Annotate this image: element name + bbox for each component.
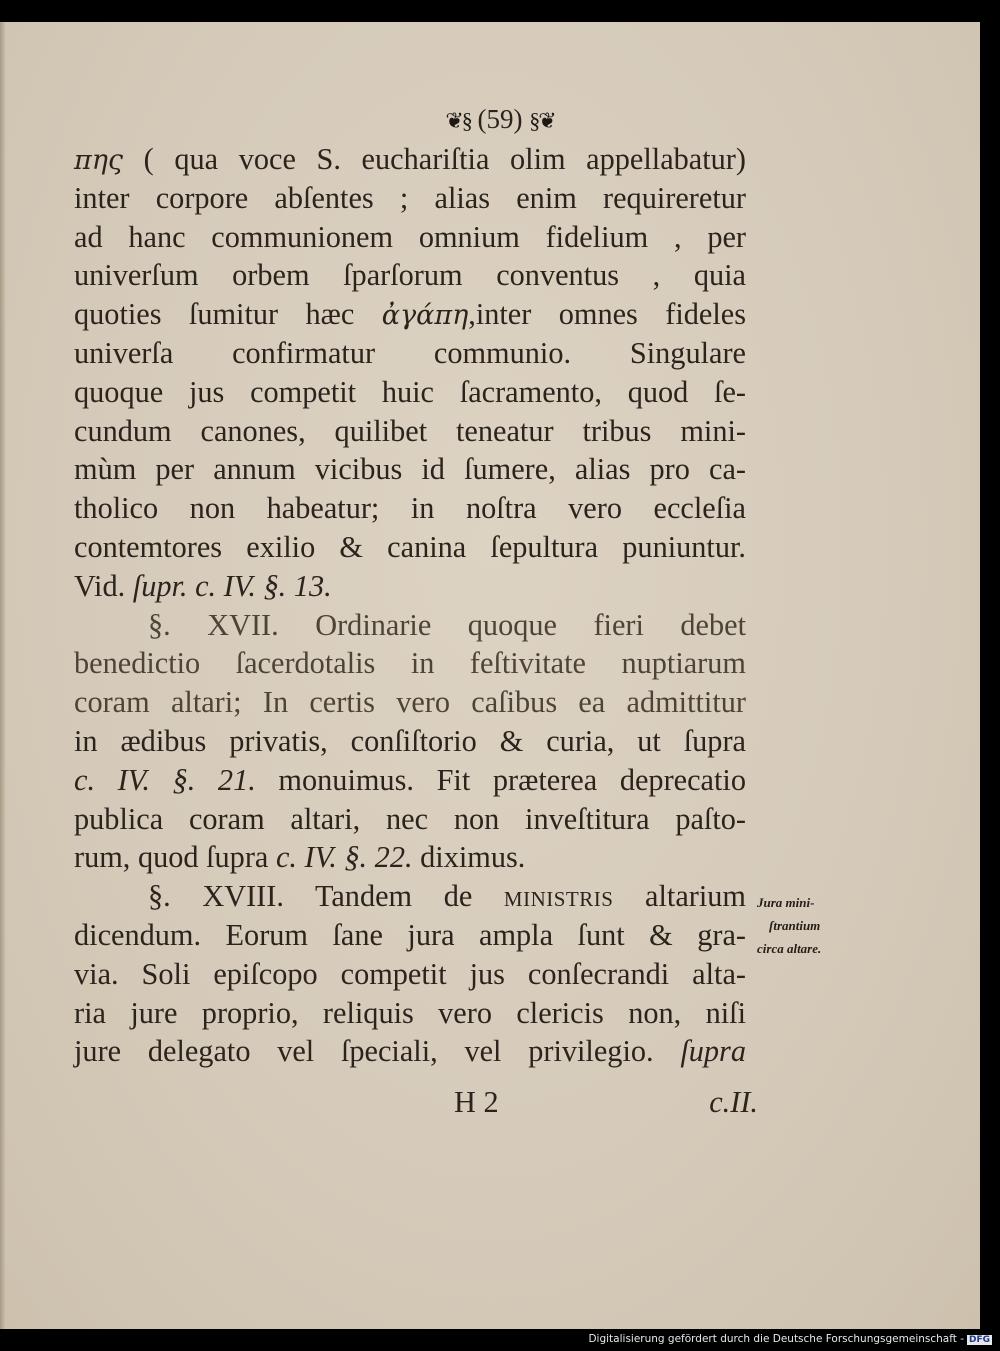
text-line-13: §. XVII. Ordinarie quoque fieri debet — [148, 607, 746, 642]
page-number: (59) — [477, 104, 523, 134]
text-line-18: publica coram altari, nec non inveſtitura paſto- — [74, 801, 746, 836]
text-line-11: contemtores exilio & canina ſepultura puniuntur. — [74, 529, 746, 564]
signature-mark: H 2 — [454, 1085, 499, 1119]
marginal-note — [757, 891, 877, 960]
catchword: c.II. — [709, 1085, 758, 1119]
text-line-4: univerſum orbem ſparſorum conventus , quia — [74, 258, 746, 293]
text-line-10: tholico non habeatur; in noſtra vero eccleſia — [74, 491, 746, 526]
marginal-note-line-3: circa altare. — [757, 941, 822, 956]
text-line-24: jure delegato vel ſpeciali, vel privilegio. ſupra — [74, 1034, 746, 1069]
text-line-9: mùm per annum vicibus id ſumere, alias pro ca- — [74, 452, 746, 487]
text-line-15: coram altari; In certis vero caſibus ea admittitur — [74, 685, 746, 720]
marginal-note-line-1: Jura mini- — [757, 895, 815, 910]
digitization-credit — [588, 1333, 992, 1345]
text-line-23: ria jure proprio, reliquis vero clericis non, niſi — [74, 995, 746, 1030]
text-line-6: univerſa confirmatur communio. Singulare — [74, 335, 746, 370]
text-line-8: cundum canones, quilibet teneatur tribus mini- — [74, 413, 746, 448]
text-line-17: c. IV. §. 21. monuimus. Fit præterea deprecatio — [74, 762, 746, 797]
body-text — [74, 140, 746, 1071]
text-line-14: benedictio ſacerdotalis in feſtivitate nuptiarum — [74, 646, 746, 681]
text-line-7: quoque jus competit huic ſacramento, quod ſe- — [74, 374, 746, 409]
text-line-16: in ædibus privatis, conſiſtorio & curia, ut ſupra — [74, 723, 746, 758]
text-line-3: ad hanc communionem omnium fidelium , per — [74, 219, 746, 254]
text-line-22: via. Soli epiſcopo competit jus conſecrandi alta- — [74, 956, 746, 991]
text-line-5: quoties ſumitur hæc ἀγάπη,inter omnes fideles — [74, 297, 746, 332]
text-line-2: inter corpore abſentes ; alias enim requireretur — [74, 180, 746, 215]
text-line-20: §. XVIII. Tandem de ministris altarium — [148, 879, 746, 914]
page-header — [0, 104, 1000, 135]
text-line-19: rum, quod ſupra c. IV. §. 22. diximus. — [74, 840, 526, 875]
header-ornament-right: §❦ — [529, 108, 555, 133]
page-footer — [74, 1085, 758, 1125]
marginal-note-line-2: ſtrantium — [769, 918, 821, 933]
dfg-logo: DFG — [968, 1335, 990, 1345]
text-line-1: πης ( qua voce S. euchariſtia olim appellabatur) — [74, 142, 746, 176]
credit-text: Digitalisierung gefördert durch die Deutsche Forschungsgemeinschaft - — [588, 1333, 964, 1345]
text-line-12: Vid. ſupr. c. IV. §. 13. — [74, 568, 332, 603]
header-ornament-left: ❦§ — [445, 108, 471, 133]
page-edge — [0, 22, 6, 1329]
text-line-21: dicendum. Eorum ſane jura ampla ſunt & gra- — [74, 917, 746, 952]
